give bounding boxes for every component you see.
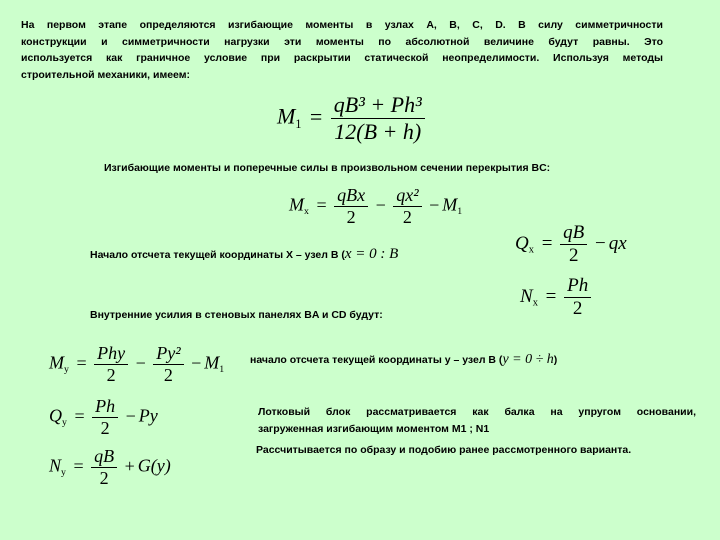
mx-lhs-sub: x xyxy=(304,206,309,218)
my-tail: M xyxy=(204,352,220,373)
qy-lhs: Q xyxy=(49,405,62,426)
walls-text: Внутренние усилия в стеновых панелях BA и CD будут: xyxy=(90,309,383,321)
y-origin-label: начало отсчета текущей координаты y – узел B ( xyxy=(250,354,503,366)
m1-denominator: 12(B + h) xyxy=(331,118,425,145)
formula-qx: $Q_x$ = $\frac{qB}{2}$ − qx xyxy=(515,222,627,266)
qy-lhs-sub: y xyxy=(62,417,67,429)
x-origin-label: Начало отсчета текущей координаты X – узел B ( xyxy=(90,249,345,261)
my-lhs-sub: y xyxy=(64,364,69,376)
my-term1 xyxy=(94,343,128,386)
mx-term1-num: qBx xyxy=(337,185,366,205)
m1-lhs-sub: 1 xyxy=(295,116,302,131)
mx-term1 xyxy=(334,185,368,228)
intro-line-4: строительной механики, имеем: xyxy=(21,68,191,81)
qy-num: Ph xyxy=(95,396,116,416)
my-term2-den: 2 xyxy=(153,364,183,386)
formula-mx: $M_x$ = $\frac{\text{qBx}}{2}$ − $\frac{\text{qx²}}{2}$ − $M_1$ xyxy=(289,185,463,227)
formula-ny: $N_y$ = $\frac{qB}{2}$ + G(y) xyxy=(49,446,171,488)
ny-num: qB xyxy=(94,446,115,466)
x-condition: x = 0 : B xyxy=(344,246,399,262)
ny-lhs: N xyxy=(49,455,62,476)
m1-numerator: qB³ + Ph³ xyxy=(333,92,422,117)
y-origin-close: ) xyxy=(553,354,558,366)
my-term1-num: Phy xyxy=(97,343,126,363)
nx-lhs: N xyxy=(520,285,533,307)
intro-paragraph xyxy=(21,17,663,83)
qx-lhs-sub: x xyxy=(528,244,534,256)
mx-tail: M xyxy=(442,194,458,215)
tray-line-2: загруженная изгибающим моментом М1 ; N1 xyxy=(258,422,490,435)
intro-line-2: конструкции и симметричности нагрузки эти моменты по абсолютной величине будут равны. Это xyxy=(21,35,663,48)
mx-term2 xyxy=(393,185,421,228)
nx-lhs-sub: x xyxy=(532,297,538,309)
intro-line-3: используется как граничное условие при раскрытии статической неопределимости. Используя методы xyxy=(21,52,663,64)
x-origin-text xyxy=(90,246,398,264)
mx-lhs: M xyxy=(289,194,304,215)
calc-text: Рассчитывается по образу и подобию ранее рассмотренного варианта. xyxy=(256,444,632,456)
qx-den: 2 xyxy=(560,244,587,267)
qx-fraction xyxy=(560,222,587,267)
ny-tail: G(y) xyxy=(137,455,171,476)
formula-nx: $N_x$ = $\frac{Ph}{2}$ xyxy=(520,275,591,320)
ny-lhs-sub: y xyxy=(61,467,66,479)
qy-den: 2 xyxy=(92,417,118,439)
qy-tail: Py xyxy=(138,405,158,426)
mx-tail-sub: 1 xyxy=(457,206,463,218)
my-tail-sub: 1 xyxy=(219,364,225,376)
nx-fraction xyxy=(564,275,591,320)
qy-fraction xyxy=(92,396,118,439)
intro-line-1: На первом этапе определяются изгибающие моменты в узлах A, B, C, D. В силу симметричности xyxy=(21,19,663,31)
y-origin-text xyxy=(250,352,557,369)
moments-heading: Изгибающие моменты и поперечные силы в произвольном сечении перекрытия BC: xyxy=(104,162,551,174)
my-term2-num: Py² xyxy=(156,343,181,363)
qx-num: qB xyxy=(563,222,585,243)
my-term2 xyxy=(153,343,183,386)
ny-fraction xyxy=(91,446,117,489)
qx-lhs: Q xyxy=(515,232,529,254)
formula-m1: $M_1$ = $\frac{\text{qB³ + Ph³}}{12(B + h)}$ xyxy=(277,92,425,145)
tray-paragraph xyxy=(258,404,696,437)
formula-my: $M_y$ = $\frac{\text{Phy}}{2}$ − $\frac{\text{Py²}}{2}$ − $M_1$ xyxy=(49,343,225,385)
my-term1-den: 2 xyxy=(94,364,128,386)
mx-term2-num: qx² xyxy=(396,185,419,205)
nx-den: 2 xyxy=(564,297,591,320)
mx-term2-den: 2 xyxy=(393,206,421,228)
m1-lhs: M xyxy=(277,103,296,129)
m1-fraction xyxy=(331,92,425,145)
y-condition: y = 0 ÷ h xyxy=(502,352,554,367)
formula-qy: $Q_y$ = $\frac{Ph}{2}$ − Py xyxy=(49,396,158,438)
my-lhs: M xyxy=(49,352,64,373)
ny-den: 2 xyxy=(91,467,117,489)
nx-num: Ph xyxy=(567,275,589,296)
qx-tail: qx xyxy=(608,232,627,254)
tray-line-1: Лотковый блок рассматривается как балка на упругом основании, xyxy=(258,406,696,418)
mx-term1-den: 2 xyxy=(334,206,368,228)
